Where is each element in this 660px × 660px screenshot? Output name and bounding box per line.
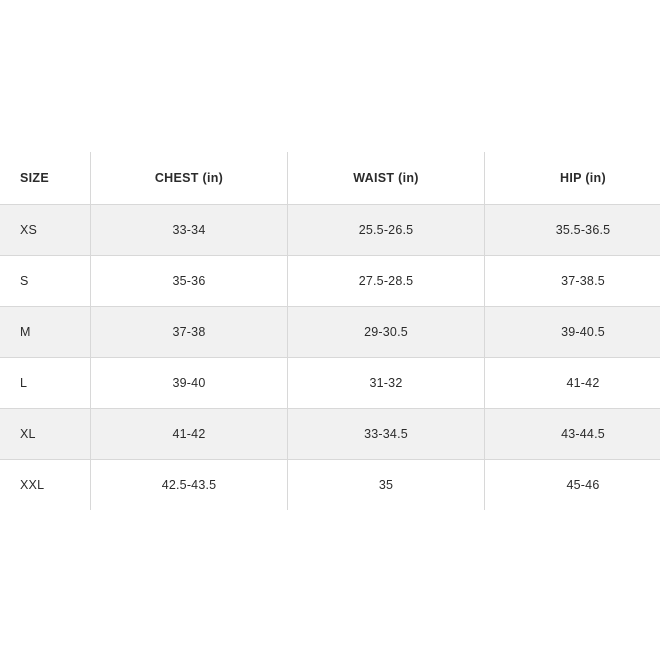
cell-waist: 31-32	[288, 358, 485, 409]
cell-chest: 41-42	[91, 409, 288, 460]
table-header	[0, 152, 660, 205]
table-header-row	[0, 152, 660, 205]
column-header-waist: WAIST (in)	[288, 152, 485, 205]
cell-hip: 43-44.5	[485, 409, 660, 460]
table-row	[0, 307, 660, 358]
cell-chest: 37-38	[91, 307, 288, 358]
cell-size: S	[0, 256, 91, 307]
cell-chest: 39-40	[91, 358, 288, 409]
cell-hip: 45-46	[485, 460, 660, 511]
cell-waist: 27.5-28.5	[288, 256, 485, 307]
table-row	[0, 460, 660, 511]
table-row	[0, 256, 660, 307]
table-body	[0, 205, 660, 511]
cell-chest: 42.5-43.5	[91, 460, 288, 511]
column-header-chest: CHEST (in)	[91, 152, 288, 205]
cell-size: XS	[0, 205, 91, 256]
cell-hip: 41-42	[485, 358, 660, 409]
cell-chest: 35-36	[91, 256, 288, 307]
table-row	[0, 205, 660, 256]
cell-hip: 39-40.5	[485, 307, 660, 358]
size-chart-table	[0, 152, 660, 510]
cell-chest: 33-34	[91, 205, 288, 256]
size-chart-container	[0, 152, 660, 510]
cell-size: L	[0, 358, 91, 409]
cell-size: XXL	[0, 460, 91, 511]
cell-waist: 35	[288, 460, 485, 511]
table-row	[0, 358, 660, 409]
cell-hip: 35.5-36.5	[485, 205, 660, 256]
cell-waist: 29-30.5	[288, 307, 485, 358]
cell-size: M	[0, 307, 91, 358]
column-header-size: SIZE	[0, 152, 91, 205]
cell-size: XL	[0, 409, 91, 460]
cell-waist: 33-34.5	[288, 409, 485, 460]
column-header-hip: HIP (in)	[485, 152, 660, 205]
cell-waist: 25.5-26.5	[288, 205, 485, 256]
cell-hip: 37-38.5	[485, 256, 660, 307]
table-row	[0, 409, 660, 460]
